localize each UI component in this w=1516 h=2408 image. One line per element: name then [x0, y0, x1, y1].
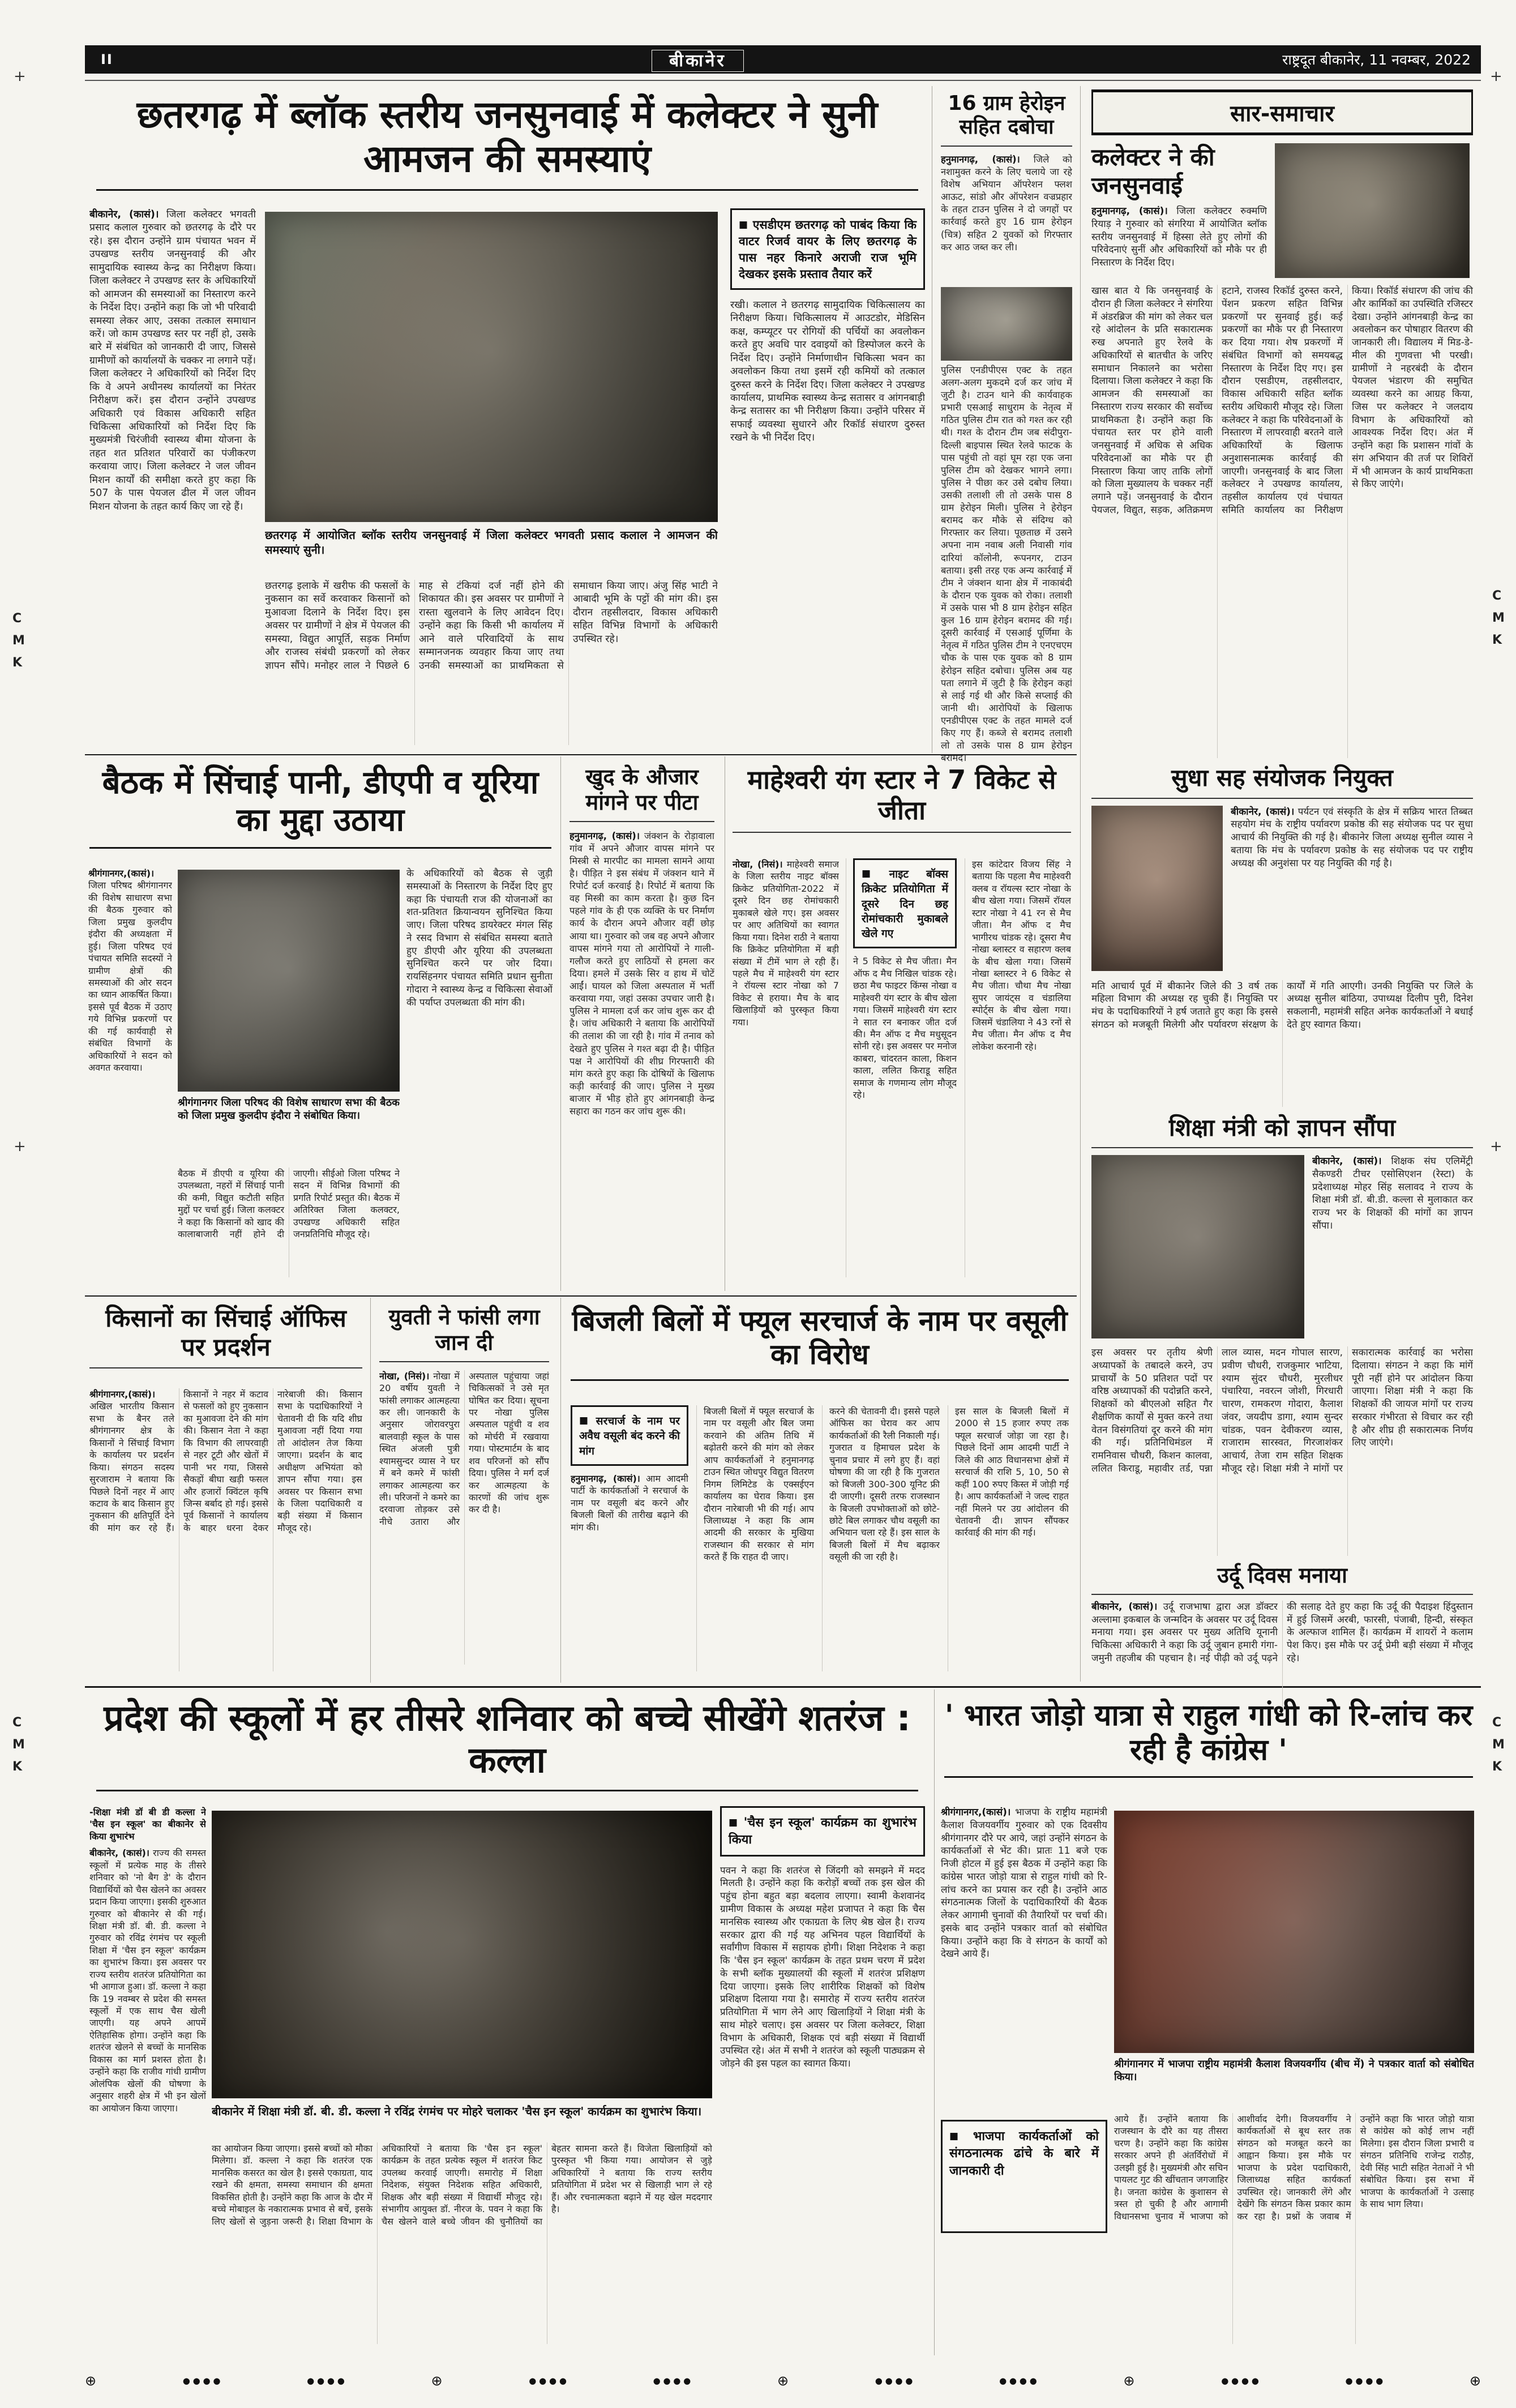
- sidebar-sudha-photo: [1091, 806, 1223, 971]
- body-text: अखिल भारतीय किसान सभा के बैनर तले श्रीगंगानगर क्षेत्र के किसानों ने सिंचाई विभाग के कार्यालय पर प्रदर्शन किया। संगठन सदस्य सुरजाराम ने बताया कि पिछले दिनों नहर में आए कटाव के बाद किसान हुए नुकसान की क्षतिपूर्ति देने की मांग कर रहे हैं। किसानों ने नहर में कटाव से फसलों को हुए नुकसान का मुआवजा देने की मांग की। किसान नेता ने कहा कि विभाग की लापरवाही से नहर टूटी और खेतों में पानी भर गया, जिससे सैकड़ों बीघा खड़ी फसल और हजारों क्विंटल कृषि जिन्स बर्बाद हो गई। इससे पूर्व किसानों ने कार्यालय के बाहर धरना देकर नारेबाजी की। किसान सभा के पदाधिकारियों ने चेतावनी दी कि यदि शीघ्र मुआवजा नहीं दिया गया तो आंदोलन तेज किया जाएगा। प्रदर्शन के बाद अधीक्षण अभियंता को ज्ञापन सौंपा गया। इस अवसर पर किसान सभा के जिला पदाधिकारी व बड़ी संख्या में किसान मौजूद रहे।: [89, 1389, 362, 1533]
- kisan-headline: किसानों का सिंचाई ऑफिस पर प्रदर्शन: [89, 1304, 362, 1368]
- chess-body-bottom: का आयोजन किया जाएगा। इससे बच्चों को मौका मिलेगा। डॉ. कल्ला ने कहा कि शतरंज एक मानसिक कसरत का खेल है। इससे एकाग्रता, याद रखने की क्षमता, समस्या समाधान की क्षमता विकसित होती है। उन्होंने कहा कि आज के दौर में बच्चे मोबाइल के नकारात्मक प्रभाव से बचें, इसके लिए खेलों से जुड़ना जरूरी है। शिक्षा विभाग के अधिकारियों ने बताया कि 'चैस इन स्कूल' कार्यक्रम के तहत प्रत्येक स्कूल में शतरंज किट उपलब्ध करवाई जाएगी। समारोह में शिक्षा निदेशक, संयुक्त निदेशक सहित अधिकारी, शिक्षक और बड़ी संख्या में विद्यार्थी मौजूद रहे। संभागीय आयुक्त डॉ. नीरज के. पवन ने कहा कि चैस खेलने वाले बच्चे जीवन की चुनौतियों का बेहतर सामना करते हैं। विजेता खिलाड़ियों को पुरस्कृत भी किया गया। आयोजन से जुड़े अधिकारियों ने बताया कि राज्य स्तरीय प्रतियोगिता में प्रदेश भर से खिलाड़ी भाग ले रहे हैं। और रचनात्मकता बढ़ाने में यह खेल मददगार है।: [212, 2143, 712, 2227]
- heroin-photo: [941, 287, 1072, 361]
- dateline: श्रीगंगानगर,(कासं)।: [941, 1807, 1011, 1818]
- cmk-c: C: [1492, 1716, 1502, 1730]
- maheshwari-col2: [846, 858, 957, 1277]
- baithak-body-mid: बैठक में डीएपी व यूरिया की उपलब्धता, नहरों में सिंचाई पानी की कमी, विद्युत कटौती सहित मुद्दों पर चर्चा हुई। जिला कलक्टर ने कहा कि किसानों को खाद की कालाबाजारी नहीं होने दी जाएगी। सीईओ जिला परिषद ने सदन में विभिन्न विभागों की प्रगति रिपोर्ट प्रस्तुत की। बैठक में अतिरिक्त जिला कलक्टर, उपखण्ड अधिकारी सहित जनप्रतिनिधि मौजूद रहे।: [178, 1168, 400, 1240]
- cmk-m: M: [12, 1738, 25, 1752]
- sidebar-section-title: सार-समाचार: [1091, 89, 1473, 135]
- registration-cmk-left-2: [12, 1716, 25, 1774]
- body-text: जिले को नशामुक्त करने के लिए चलाये जा रहे विशेष अभियान ऑपरेशन फ्लश आऊट, सांडो और ऑपरेशन वज्रप्रहार के तहत टाउन पुलिस ने दो जगहों पर कार्रवाई करते हुए 16 ग्राम हेरोइन (चित्र) सहित 2 युवकों को गिरफ्तार कर आठ जब्त कर ली।: [941, 153, 1072, 253]
- bullet-square-icon: ■: [579, 1415, 592, 1426]
- article-aujar: [563, 756, 721, 1291]
- article-maheshwari: [727, 756, 1077, 1291]
- main-body-bottom: छतरगढ़ इलाके में खरीफ की फसलों के नुकसान का सर्वे करवाकर किसानों को मुआवजा दिलाने के निर्देश दिए। इस अवसर पर ग्रामीणों ने क्षेत्र में पेयजल की समस्या, विद्युत आपूर्ति, सड़क निर्माण और राजस्व संबंधी प्रकरणों को लेकर ज्ञापन सौंपे। मनोहर लाल ने पिछले 6 माह से टंकियां दर्ज नहीं होने की शिकायत की। इस अवसर पर ग्रामीणों ने रास्ता खुलवाने के लिए आवेदन दिए। उन्होंने कहा कि किसी भी कार्यालय में आने वाले परिवादियों के साथ सम्मानजनक व्यवहार किया जाए तथा उनकी समस्याओं का प्राथमिकता से समाधान किया जाए। अंजु सिंह भाटी ने आबादी भूमि के पट्टों की मांग की। इस दौरान तहसीलदार, विकास अधिकारी सहित विभिन्न विभागों के अधिकारी उपस्थित रहे।: [265, 580, 718, 671]
- body-text: जिला परिषद श्रीगंगानगर की विशेष साधारण सभा की बैठक गुरुवार को जिला प्रमुख कुलदीप इंदौरा की अध्यक्षता में हुई। जिला परिषद एवं पंचायत समिति सदस्यों ने ग्रामीण क्षेत्रों की समस्याओं की ओर सदन का ध्यान आकर्षित किया। इससे पूर्व बैठक में उठाए गये विभिन्न प्रकरणों पर की गई कार्यवाही से संबंधित विभागों के अधिकारियों ने सदन को अवगत करवाया।: [88, 880, 172, 1073]
- dateline: बीकानेर, (कासं)।: [89, 1847, 149, 1859]
- chess-headline: प्रदेश की स्कूलों में हर तीसरे शनिवार को बच्चे सीखेंगे शतरंज : कल्ला: [96, 1697, 918, 1791]
- yuvati-body: [379, 1370, 549, 1665]
- footer-print-marks: [85, 2371, 1481, 2390]
- masthead-left-mark: II: [101, 52, 113, 67]
- crop-mark: +: [14, 68, 26, 85]
- body-text: शिक्षक संघ एलिमेंट्री सैकण्डरी टीचर एसोसिएशन (रेस्टा) के प्रदेशाध्यक्ष मोहर सिंह सलावद ने राज्य के शिक्षा मंत्री डॉ. बी.डी. कल्ला से मुलाकात कर राज्य भर के शिक्षकों की मांगों का ज्ञापन सौंपा।: [1312, 1156, 1473, 1231]
- dateline: हनुमानगढ़, (कासं)।: [571, 1473, 640, 1484]
- body-text: जिला कलेक्टर रुक्मणि रियाड़ ने गुरुवार को संगरिया में आयोजित ब्लॉक स्तरीय जनसुनवाई में हिस्सा लेते हुए लोगों की परिवेदनाएं सुनीं और अधिकारियों को मौके पर ही निस्तारण के निर्देश दिए।: [1091, 206, 1267, 269]
- heroin-body-top: [941, 153, 1072, 284]
- sidebar-jansunwai-headline: कलेक्टर ने की जनसुनवाई: [1091, 143, 1215, 199]
- main-highlight-box: [730, 208, 925, 290]
- masthead-city: [113, 48, 1282, 71]
- cmk-c: C: [1492, 589, 1502, 603]
- body-text: जिला कलेक्टर भगवती प्रसाद कलाल गुरुवार को छतरगढ़ के दौरे पर रहे। इस दौरान उन्होंने ग्राम पंचायत भवन में उपखण्ड स्तरीय जनसुनवाई की और सामुदायिक स्वास्थ्य केन्द्र का निरीक्षण किया। जिला कलेक्टर ने उपखण्ड स्तर के अधिकारियों को आमजन की समस्याओं का निस्तारण करने के निर्देश दिए। उन्होंने कहा कि जो भी परिवादी समस्या लेकर आए, उसका तत्काल समाधान करें। जो काम उपखण्ड स्तर पर नहीं हो, उसके बारे में संबंधित को जानकारी दी जाए, जिससे ग्रामीणों को कार्यालयों के चक्कर ना लगाने पड़ें। जिला कलेक्टर ने अधिकारियों को निर्देश दिए कि वे अपने अधीनस्थ कार्यालयों का निरंतर निरीक्षण करें। इस दौरान उन्होंने उपखण्ड अधिकारी एवं विकास अधिकारी सहित चिकित्सा अधिकारियों को निर्देश दिए कि मुख्यमंत्री चिरंजीवी स्वास्थ्य बीमा योजना के तहत शत प्रतिशत परिवारों का पंजीकरण करवाया जाए। जिला कलेक्टर ने जल जीवन मिशन कार्यों की समीक्षा करते हुए कहा कि 507 के पास पेयजल ढील में जल जीवन मिशन योजना के तहत कार्य किए जा रहे हैं।: [89, 209, 256, 512]
- cmk-c: C: [12, 1716, 22, 1730]
- highlight-text: नाइट बॉक्स क्रिकेट प्रतियोगिता में दूसरे दिन छह रोमांचकारी मुकाबले खेले गए: [862, 868, 948, 940]
- chess-body-left: [89, 1806, 206, 2344]
- body-text: राज्य की समस्त स्कूलों में प्रत्येक माह के तीसरे शनिवार को 'नो बैग डे' के दौरान विद्यार्थियों को चैस खेलने का अवसर प्रदान किया जाएगा। इसकी शुरुआत गुरुवार को बीकानेर से की गई। शिक्षा मंत्री डॉ. बी. डी. कल्ला ने गुरुवार को रविंद्र रंगमंच पर स्कूली शिक्षा में 'चैस इन स्कूल' कार्यक्रम का शुभारंभ किया। इस अवसर पर राज्य स्तरीय शतरंज प्रतियोगिता का भी आगाज हुआ। डॉ. कल्ला ने कहा कि 19 नवम्बर से प्रदेश की समस्त स्कूलों में एक साथ चैस खेली जाएगी। यह अपने आपमें ऐतिहासिक होगा। उन्होंने कहा कि शतरंज खेलने से बच्चों के मानसिक विकास का मार्ग प्रशस्त होता है। उन्होंने कहा कि राजीव गांधी ग्रामीण ओलंपिक खेलों की घोषणा के अनुसार शहरी क्षेत्र में भी इन खेलों का आयोजन किया जाएगा।: [89, 1847, 206, 2114]
- article-heroin: [935, 86, 1078, 764]
- baithak-photo-caption: श्रीगंगानगर जिला परिषद की विशेष साधारण सभा की बैठक को जिला प्रमुख कुलदीप इंदौरा ने संबोधित किया।: [178, 1097, 400, 1122]
- color-bar-dots: ● ● ● ●: [653, 2376, 691, 2386]
- maheshwari-col1: [733, 858, 839, 1277]
- article-yuvati: [372, 1298, 556, 1683]
- chess-right-column: [720, 1806, 925, 2344]
- sidebar-gyapan-headline: शिक्षा मंत्री को ज्ञापन सौंपा: [1091, 1114, 1473, 1149]
- aujar-headline: खुद के औजार मांगने पर पीटा: [569, 764, 714, 822]
- sidebar-sudha-lead: [1231, 806, 1473, 971]
- heroin-body-rest: पुलिस एनडीपीएस एक्ट के तहत अलग-अलग मुकदमे दर्ज कर जांच में जुटी है। टाउन थाने की कार्यवाहक प्रभारी एसआई साधुराम के नेतृत्व में गठित पुलिस टीम रात को गश्त कर रही थी। गश्त के दौरान टीम जब संदीपुरा-दिल्ली बाइपास स्थित रेलवे फाटक के पास पहुंची तो वहां घूम रहा एक जना पुलिस टीम को देखकर भागने लगा। पुलिस ने पीछा कर उसे दबोच लिया। उसकी तलाशी ली तो उसके पास 8 ग्राम हेरोइन मिली। पुलिस ने हेरोइन बरामद कर मौके से संदिग्ध को गिरफ्तार कर लिया। पूछताछ में उसने अपना नाम नवाब अली निवासी गांव दारियां कॉलोनी, रूपनगर, टाउन बताया। इसी तरह एक अन्य कार्रवाई में टीम ने जंक्शन थाना क्षेत्र में नाकाबंदी के दौरान एक युवक को रोका। तलाशी में उसके पास भी 8 ग्राम हेरोइन सहित कुल 16 ग्राम हेरोइन बरामद की गई। दूसरी कार्रवाई में एसआई पूर्णिमा के नेतृत्व में गठित पुलिस टीम ने एनएचएम चौक के पास एक युवक को 8 ग्राम हेरोइन सहित दबोचा। पुलिस अब यह पता लगाने में जुटी है कि हेरोइन कहां से लाई गई थी और किसे सप्लाई की जानी थी। आरोपियों के खिलाफ एनडीपीएस एक्ट के तहत मामले दर्ज किए गए हैं। कब्जे से बरामद तलाशी लो तो उसके पास 8 ग्राम हेरोइन बरामद।: [941, 364, 1072, 764]
- section-rule: [85, 754, 1077, 755]
- sidebar-sudha-headline: सुधा सह संयोजक नियुक्त: [1091, 764, 1473, 799]
- sidebar-jansunwai-lead: [1091, 205, 1267, 290]
- body-text: माहेश्वरी समाज के जिला स्तरीय नाइट बॉक्स क्रिकेट प्रतियोगिता-2022 में दूसरे दिन छह रोमांचकारी मुकाबले खेले गए। इस अवसर पर आए अतिथियों का स्वागत किया गया। दिनेश राठी ने बताया कि क्रिकेट प्रतियोगिता में बड़ी संख्या में टीमें भाग ले रही हैं। पहले मैच में माहेश्वरी यंग स्टार ने रॉयल्स स्टार नोखा को 7 विकेट से हराया। मैच के बाद खिलाड़ियों को पुरस्कृत किया गया।: [733, 859, 839, 1028]
- register-target-icon: ⊕: [431, 2373, 443, 2389]
- maheshwari-col3: इस कांटेदार विजय सिंह ने बताया कि पहला मैच माहेश्वरी क्लब व रॉयल्स स्टार नोखा के बीच खेला गया। जिसमें रॉयल स्टार नोखा ने 41 रन से मैच जीता। मैन ऑफ द मैच भागीरथ चांडक रहे। दूसरा मैच नोखा ब्लास्टर व सहारण क्लब के बीच खेला गया। जिसमें नोखा ब्लास्टर ने 6 विकेट से मैच जीता। चौथा मैच नोखा सुपर जायंट्स व चंडालिया स्पोर्ट्स के बीच खेला गया। जिसमें चंडालिया ने 43 रनों से मैच जीता। मैन ऑफ द मैच लोकेश करनानी रहे।: [965, 858, 1071, 1277]
- main-photo-caption: छतरगढ़ में आयोजित ब्लॉक स्तरीय जनसुनवाई में जिला कलेक्टर भगवती प्रसाद कलाल ने आमजन की समस्याएं सुनी।: [265, 528, 718, 557]
- chess-standfirst: -शिक्षा मंत्री डॉ बी डी कल्ला ने 'चैस इन स्कूल' का बीकानेर से किया शुभारंभ: [89, 1807, 206, 1842]
- cmk-m: M: [12, 634, 25, 648]
- sidebar-jansunwai-body: खास बात ये कि जनसुनवाई के दौरान ही जिला कलेक्टर ने संगरिया में अंडरब्रिज की मांग को लेकर चल रहे आंदोलन के प्रति सकारात्मक रुख अपनाते हुए रेलवे के अधिकारियों से बातचीत के जरिए समाधान निकालने का भरोसा दिलाया। जिला कलेक्टर ने कहा कि आमजन की समस्याओं का निस्तारण राज्य सरकार की सर्वोच्च प्राथमिकता है। उन्होंने कहा कि पंचायत स्तर पर होने वाली जनसुनवाई में अधिक से अधिक परिवेदनाओं का मौके पर ही निस्तारण किया जाए ताकि लोगों को जिला मुख्यालय के चक्कर नहीं लगाने पड़ें। जनसुनवाई के दौरान पेयजल, विद्युत, सड़क, अतिक्रमण हटाने, राजस्व रिकॉर्ड दुरुस्त करने, पेंशन प्रकरण सहित विभिन्न प्रकरणों पर सुनवाई हुई। कई प्रकरणों का मौके पर ही निस्तारण कर दिया गया। शेष प्रकरणों में संबंधित विभागों को समयबद्ध निस्तारण के निर्देश दिए गए। इस दौरान एसडीएम, तहसीलदार, विकास अधिकारी सहित ब्लॉक स्तरीय अधिकारी मौजूद रहे। जिला कलेक्टर ने कहा कि परिवेदनाओं के निस्तारण में लापरवाही बरतने वाले अधिकारियों के खिलाफ अनुशासनात्मक कार्रवाई की जाएगी। जनसुनवाई के बाद जिला कलेक्टर ने उपखण्ड कार्यालय, तहसील कार्यालय एवं पंचायत समिति कार्यालय का निरीक्षण किया। रिकॉर्ड संधारण की जांच की और कार्मिकों का उपस्थिति रजिस्टर देखा। उन्होंने आंगनबाड़ी केन्द्र का अवलोकन कर पोषाहार वितरण की जानकारी ली। विद्यालय में मिड-डे-मील की गुणवत्ता भी परखी। ग्रामीणों ने नहरबंदी के दौरान पेयजल भंडारण की समुचित व्यवस्था करने का आग्रह किया, जिस पर कलेक्टर ने जलदाय विभाग के अधिकारियों को आवश्यक निर्देश दिए। अंत में उन्होंने कहा कि प्रशासन गांवों के संग अभियान की तर्ज पर शिविरों में भी आमजन के कार्य प्राथमिकता से किए जाएंगे।: [1091, 285, 1473, 516]
- heroin-headline: 16 ग्राम हेरोइन सहित दबोचा: [941, 92, 1072, 147]
- baithak-body-left: [88, 867, 172, 1275]
- sidebar-jansunwai-left: [1091, 143, 1267, 285]
- body-text: ने 5 विकेट से मैच जीता। मैन ऑफ द मैच निखिल चांडक रहे। छठा मैच फाइटर किंग्स नोखा व माहेश्वरी यंग स्टार के बीच खेला गया। जिसमें माहेश्वरी यंग स्टार ने सात रन बनाकर जीत दर्ज की। मैन ऑफ द मैच मधुसूदन सोनी रहे। इस अवसर पर मनोज काबरा, चांदरतन काला, किशन काला, ललित किराडू सहित समाज के गणमान्य लोग मौजूद रहे।: [853, 956, 957, 1101]
- column-rule: [370, 1298, 371, 1683]
- article-bijli: [563, 1298, 1077, 1683]
- chess-photo: [212, 1811, 712, 2098]
- masthead-bar: [85, 45, 1481, 74]
- jodo-body-bottom: आये हैं। उन्होंने बताया कि राजस्थान के दौरे का यह तीसरा चरण है। उन्होंने कहा कि कांग्रेस सरकार अपने ही अंतर्विरोधों में उलझी हुई है। मुख्यमंत्री और सचिन पायलट गुट की खींचतान जगजाहिर है। जनता कांग्रेस के कुशासन से त्रस्त हो चुकी है और आगामी विधानसभा चुनाव में भाजपा को आशीर्वाद देगी। विजयवर्गीय ने कार्यकर्ताओं से बूथ स्तर तक संगठन को मजबूत करने का आह्वान किया। इस मौके पर भाजपा के प्रदेश पदाधिकारी, जिलाध्यक्ष सहित कार्यकर्ता उपस्थित रहे। जानकारी लेंगे और देखेंगे कि संगठन किस प्रकार काम कर रहा है। प्रश्नों के जवाब में उन्होंने कहा कि भारत जोड़ो यात्रा से कांग्रेस को कोई लाभ नहीं मिलेगा। इस दौरान जिला प्रभारी व संगठन प्रतिनिधि राजेन्द्र राठौड़, देवी सिंह भाटी सहित नेताओं ने भी संबोधित किया। इस सभा में भाजपा के कार्यकर्ताओं ने उत्साह के साथ भाग लिया।: [1114, 2114, 1474, 2222]
- article-main-jansunwai: [85, 86, 930, 752]
- masthead-rule: [85, 80, 1481, 81]
- bullet-square-icon: ■: [949, 2131, 969, 2142]
- masthead-edition-date: राष्ट्रदूत बीकानेर, 11 नवम्बर, 2022: [1282, 52, 1471, 68]
- cmk-k: K: [1492, 633, 1502, 647]
- sidebar-gyapan-photo: [1091, 1155, 1304, 1338]
- article-bharat-jodo: [936, 1690, 1481, 2355]
- main-photo: [265, 212, 718, 522]
- sidebar-gyapan-lead: [1312, 1155, 1473, 1338]
- register-target-icon: ⊕: [1123, 2373, 1135, 2389]
- body-text: उर्दू राजभाषा द्वारा अज्ञ डॉक्टर अल्लामा इकबाल के जन्मदिन के अवसर पर उर्दू दिवस मनाया गया। इस अवसर पर मुख्य अतिथि यूनानी चिकित्सा अधिकारी ने कहा कि उर्दू जुबान हमारी गंगा-जमुनी तहजीब की पहचान है। नई पीढ़ी को उर्दू पढ़ने की सलाह देते हुए कहा कि उर्दू की पैदाइश हिंदुस्तान में हुई जिसमें अरबी, फारसी, पंजाबी, हिन्दी, संस्कृत के अल्फाज शामिल हैं। कार्यक्रम में शायरों ने कलाम पेश किए। इस मौके पर उर्दू प्रेमी बड़ी संख्या में मौजूद रहे।: [1091, 1601, 1473, 1664]
- body-text: जंक्शन के रोड़ावाला गांव में अपने औजार वापस मांगने पर मिस्त्री से मारपीट का मामला सामने आया है। पीड़ित ने इस संबंध में जंक्शन थाने में रिपोर्ट दर्ज करवाई है। रिपोर्ट में बताया कि वह मिस्त्री का काम करता है। कुछ दिन पहले गांव के ही एक व्यक्ति के घर निर्माण कार्य के दौरान अपने औजार वहीं छोड़ आया था। गुरुवार को जब वह अपने औजार वापस मांगने गया तो आरोपियों ने गाली-गलौज करते हुए लाठियों से हमला कर दिया। हमले में उसके सिर व हाथ में चोटें आईं। घायल को जिला अस्पताल में भर्ती करवाया गया, जहां उसका उपचार जारी है। पुलिस ने मामला दर्ज कर जांच शुरू कर दी है। जांच अधिकारी ने बताया कि आरोपियों की तलाश की जा रही है। गांव में तनाव को देखते हुए पुलिस ने गश्त बढ़ा दी है। पीड़ित पक्ष ने आरोपियों की शीघ्र गिरफ्तारी की मांग करते हुए कहा कि दोषियों के खिलाफ कड़ी कार्रवाई की जाए। पुलिस ने मुख्य बाजार में भीड़ होते हुए आंगनबाड़ी केन्द्र सहारा का गठन कर जांच शुरू की।: [569, 830, 714, 1117]
- jodo-photo-caption: श्रीगंगानगर में भाजपा राष्ट्रीय महामंत्री कैलाश विजयवर्गीय (बीच में) ने पत्रकार वार्ता को संबोधित किया।: [1114, 2058, 1474, 2084]
- sidebar-urdu-headline: उर्दू दिवस मनाया: [1091, 1563, 1473, 1595]
- article-baithak: [85, 756, 556, 1291]
- sidebar-sudha-row: [1091, 806, 1473, 976]
- baithak-photo: [178, 870, 400, 1092]
- color-bar-dots: ● ● ● ●: [875, 2376, 913, 2386]
- masthead-city-label: बीकानेर: [652, 50, 744, 72]
- maheshwari-highlight-box: [853, 858, 957, 948]
- body-text: भाजपा के राष्ट्रीय महामंत्री कैलाश विजयवर्गीय गुरुवार को एक दिवसीय श्रीगंगानगर दौरे पर आये, जहां उन्होंने संगठन के कार्यकर्ताओं से भेंट की। प्रातः 11 बजे एक निजी होटल में हुई इस बैठक में उन्होंने कहा कि कांग्रेस भारत जोड़ो यात्रा से राहुल गांधी को रि-लांच करने का प्रयास कर रही है। उन्होंने आठ संगठनात्मक जिलों के पदाधिकारियों की बैठक लेकर आगामी चुनावों की तैयारियों पर चर्चा की। इसके बाद उन्होंने पत्रकार वार्ता को संबोधित किया। उन्होंने कहा कि वे संगठन के कार्यों को देखने आये हैं।: [941, 1807, 1107, 1960]
- article-chess: [85, 1690, 930, 2355]
- main-body-left: [89, 208, 256, 745]
- dateline: बीकानेर, (कासं)।: [1312, 1156, 1382, 1167]
- color-bar-dots: ● ● ● ●: [999, 2376, 1037, 2386]
- dateline: हनुमानगढ़, (कासं)।: [1091, 206, 1168, 217]
- bijli-col1: [571, 1405, 688, 1671]
- bullet-square-icon: ■: [862, 868, 885, 879]
- chess-photo-caption: बीकानेर में शिक्षा मंत्री डॉ. बी. डी. कल्ला ने रविंद्र रंगमंच पर मोहरे चलाकर 'चैस इन स्कूल' कार्यक्रम का शुभारंभ किया।: [212, 2105, 702, 2118]
- crop-mark: +: [14, 1138, 26, 1155]
- chess-box-body: पवन ने कहा कि शतरंज से जिंदगी को समझने में मदद मिलती है। उन्होंने कहा कि करोड़ों बच्चों तक इस खेल की पहुंच होना बहुत बड़ा बदलाव लाएगा। स्वामी केशवानंद ग्रामीण विकास के अध्यक्ष महेश प्रजापत ने कहा कि चैस मानसिक स्वास्थ्य और एकाग्रता के लिए श्रेष्ठ खेल है। राज्य सरकार द्वारा की गई यह अभिनव पहल विद्यार्थियों के सर्वांगीण विकास में सहायक होगी। शिक्षा निदेशक ने कहा कि 'चैस इन स्कूल' कार्यक्रम के तहत प्रथम चरण में प्रदेश के सभी ब्लॉक मुख्यालयों की स्कूलों में शतरंज प्रशिक्षण दिया जाएगा। इसके लिए शारीरिक शिक्षकों को विशेष प्रशिक्षण दिलाया गया है। समारोह में राज्य स्तरीय शतरंज प्रतियोगिता में भाग लेने आए खिलाड़ियों ने शिक्षा मंत्री के साथ मोहरे चलाए। इस अवसर पर जिला कलेक्टर, शिक्षा विभाग के अधिकारी, शिक्षक एवं बड़ी संख्या में विद्यार्थी उपस्थित रहे। अंत में सभी ने शतरंज को स्कूली पाठ्यक्रम से जोड़ने की इस पहल का स्वागत किया।: [720, 1864, 925, 2070]
- main-right-column: [730, 208, 925, 745]
- dateline: बीकानेर, (कासं)।: [1091, 1601, 1158, 1613]
- body-text: नोखा में 20 वर्षीय युवती ने फांसी लगाकर आत्महत्या कर ली। जानकारी के अनुसार जोरावरपुरा बालवाड़ी स्कूल के पास स्थित अंजली पुत्री श्यामसुन्दर व्यास ने घर में बने कमरे में फांसी लगाकर आत्महत्या कर ली। परिजनों ने कमरे का दरवाजा तोड़कर उसे नीचे उतारा और अस्पताल पहुंचाया जहां चिकित्सकों ने उसे मृत घोषित कर दिया। सूचना पर नोखा पुलिस अस्पताल पहुंची व शव को मोर्चरी में रखवाया गया। पोस्टमार्टम के बाद शव परिजनों को सौंप दिया। पुलिस ने मर्ग दर्ज कर आत्महत्या के कारणों की जांच शुरू कर दी है।: [379, 1370, 549, 1527]
- highlight-text: सरचार्ज के नाम पर अवैध वसूली बंद करने की मांग: [579, 1415, 680, 1457]
- cmk-k: K: [12, 656, 23, 670]
- cmk-k: K: [12, 1760, 23, 1774]
- yuvati-headline: युवती ने फांसी लगा जान दी: [379, 1304, 549, 1362]
- bijli-headline: बिजली बिलों में फ्यूल सरचार्ज के नाम पर वसूली का विरोध: [571, 1304, 1069, 1381]
- registration-cmk-right: [1492, 589, 1505, 647]
- bijli-col3: करने की चेतावनी दी। इससे पहले ऑफिस का घेराव कर आप कार्यकर्ताओं की रैली निकाली गई। गुजरात व हिमाचल प्रदेश के चुनाव प्रचार में लगे हुए हैं। वहां घोषणा की जा रही है कि गुजरात को बिजली 300-300 यूनिट फ्री दी जाएगी। दूसरी तरफ राजस्थान के बिजली उपभोक्ताओं को छोटे-छोटे बिल लगाकर चौथ वसूली का अभियान चला रहे हैं। इस साल के बिजली बिलों में मैच बढ़ाकर वसूली की जा रही है।: [822, 1405, 940, 1671]
- section-rule: [85, 1295, 1077, 1297]
- registration-cmk-right-2: [1492, 1716, 1505, 1774]
- bullet-square-icon: ■: [729, 1817, 739, 1828]
- main-body-right: रखी। कलाल ने छतरगढ़ सामुदायिक चिकित्सालय का निरीक्षण किया। चिकित्सालय में आउटडोर, मेडिसिन कक्ष, कम्प्यूटर पर रोगियों की पर्चियों का अवलोकन करते हुए अवधि पार दवाइयों को डिस्पोजल करने के निर्देश दिए। उन्होंने निर्माणाधीन चिकित्सा भवन का अवलोकन किया तथा इसमें रही कमियों को तत्काल दुरुस्त करने के निर्देश दिए। जिला कलेक्टर ने उपखण्ड कार्यालय, प्राथमिक स्वास्थ्य केन्द्र सतासर व आंगनबाड़ी केन्द्र सतासर का भी निरीक्षण किया। उन्होंने परिसर में सफाई व्यवस्था सुधारने और रिकॉर्ड संधारण दुरुस्त रखने के भी निर्देश दिए।: [730, 299, 925, 444]
- dateline: श्रीगंगानगर,(कासं)।: [88, 868, 155, 879]
- sidebar-jansunwai-lead-row: [1091, 143, 1473, 285]
- column-rule: [1080, 86, 1081, 1682]
- jodo-headline: ' भारत जोड़ो यात्रा से राहुल गांधी को रि-लांच कर रही है कांग्रेस ': [944, 1699, 1473, 1778]
- bijli-col1-text: [571, 1473, 688, 1609]
- aujar-body: [569, 830, 714, 1283]
- cmk-m: M: [1492, 1738, 1505, 1752]
- color-bar-dots: ● ● ● ●: [1345, 2376, 1384, 2386]
- registration-cmk-left: [12, 611, 25, 670]
- column-rule: [560, 756, 561, 1291]
- body-text: आम आदमी पार्टी के कार्यकर्ताओं ने सरचार्ज के नाम पर वसूली बंद करने और बिजली बिलों की तारीख बढ़ाने की मांग की।: [571, 1473, 688, 1533]
- dateline: नोखा, (निसं)।: [733, 859, 783, 870]
- column-rule: [934, 1690, 935, 2355]
- column-rule: [560, 1298, 561, 1683]
- baithak-body-right: के अधिकारियों को बैठक से जुड़ी समस्याओं के निस्तारण के निर्देश दिए हुए कहा कि पंचायती राज की योजनाओं का शत-प्रतिशत क्रियान्वयन सुनिश्चित किया जाए। जिला परिषद डायरेक्टर मंगल सिंह ने रसद विभाग से संबंधित समस्या बताते हुए डीएपी और यूरिया की उपलब्धता सुनिश्चित करने पर जोर दिया। रायसिंहनगर पंचायत समिति प्रधान सुनीता गोदारा ने स्वास्थ्य केन्द्र व चिकित्सा सेवाओं की पर्याप्त उपलब्धता की मांग की।: [406, 868, 553, 1008]
- dateline: हनुमानगढ़, (कासं)।: [941, 153, 1020, 165]
- highlight-text: 'चैस इन स्कूल' कार्यक्रम का शुभारंभ किया: [729, 1816, 917, 1847]
- sidebar-sar-samachar: [1082, 86, 1481, 1682]
- color-bar-dots: ● ● ● ●: [1221, 2376, 1259, 2386]
- body-text: पर्यटन एवं संस्कृति के क्षेत्र में सक्रिय भारत तिब्बत सहयोग मंच के राष्ट्रीय पर्यावरण प्रकोष्ठ की सह संयोजक पद पर सुधा आचार्य की नियुक्ति की गई है। बीकानेर जिला अध्यक्ष सुनील व्यास ने बताया कि मंच के पर्यावरण प्रकोष्ठ के सह संयोजक पद पर राष्ट्रीय अध्यक्ष की अनुशंसा पर यह नियुक्ति की गई है।: [1231, 806, 1473, 869]
- dateline: बीकानेर, (कासं)।: [89, 209, 159, 220]
- sidebar-gyapan-row: [1091, 1155, 1473, 1342]
- sidebar-gyapan-body: इस अवसर पर तृतीय श्रेणी अध्यापकों के तबादले करने, उप प्राचार्यों के 50 प्रतिशत पदों पर वरिष्ठ अध्यापकों की पदोन्नति करने, शिक्षकों को बीएलओ सहित गैर शैक्षणिक कार्यों से मुक्त करने तथा वेतन विसंगतियां दूर करने की मांग की गई। प्रतिनिधिमंडल में रामनिवास चौधरी, किशन कालवा, ललित किराडू, महावीर तर्ड, पन्ना लाल व्यास, मदन गोपाल सारण, प्रवीण चौधरी, राजकुमार भाटिया, श्याम सुंदर चौधरी, मुरलीधर पंचारिया, नवरत्न जोशी, गिरधारी चारण, रामकरण गोदारा, कैलाश जंवर, जयदीप डागा, श्याम सुन्दर चांडक, पवन देवीकरण व्यास, राजाराम सारस्वत, गिरजाशंकर आचार्य, तेजा राम सहित शिक्षक मौजूद रहे। शिक्षा मंत्री ने मांगों पर सकारात्मक कार्रवाई का भरोसा दिलाया। संगठन ने कहा कि मांगें पूरी नहीं होने पर आंदोलन किया जाएगा। शिक्षा मंत्री ने कहा कि शिक्षकों की जायज मांगों पर राज्य सरकार गंभीरता से विचार कर रही है और शीघ्र ही सकारात्मक निर्णय लिए जाएंगे।: [1091, 1347, 1473, 1474]
- bullet-square-icon: ■: [739, 219, 748, 230]
- sidebar-jansunwai-photo: [1275, 143, 1470, 278]
- bijli-highlight-box: [571, 1405, 688, 1466]
- kisan-body: [89, 1388, 362, 1671]
- dateline: नोखा, (निसं)।: [379, 1370, 430, 1382]
- cmk-c: C: [12, 611, 22, 626]
- bijli-col4: इस साल के बिजली बिलों में 2000 से 15 हजार रुपए तक फ्यूल सरचार्ज जोड़ा जा रहा है। पिछले दिनों आम आदमी पार्टी ने जिले की आठ विधानसभा क्षेत्रों में सरचार्ज की राशि 5, 10, 50 से कहीं 100 रुपए किस्त में जोड़ी गई है। आप कार्यकर्ताओं ने जल्द राहत नहीं मिलने पर उग्र आंदोलन की चेतावनी दी। ज्ञापन सौंपकर कार्रवाई की मांग की गई।: [948, 1405, 1069, 1671]
- cmk-m: M: [1492, 611, 1505, 625]
- sidebar-sudha-body: मति आचार्य पूर्व में बीकानेर जिले की 3 वर्ष तक महिला विभाग की अध्यक्ष रह चुकी हैं। नियुक्ति पर मंच के पदाधिकारियों ने हर्ष जताते हुए कहा कि इससे संगठन को मजबूती मिलेगी और पर्यावरण संरक्षण के कार्यों में गति आएगी। उनकी नियुक्ति पर जिले के अध्यक्ष सुनील बांठिया, उपाध्यक्ष दिलीप पुरी, दिनेश सकलानी, महामंत्री सहित अनेक कार्यकर्ताओं ने बधाई देते हुए स्वागत किया।: [1091, 980, 1473, 1030]
- crop-mark: +: [1490, 68, 1502, 85]
- register-target-icon: ⊕: [777, 2373, 789, 2389]
- cmk-k: K: [1492, 1760, 1502, 1774]
- dateline: बीकानेर, (कासं)।: [1231, 806, 1295, 818]
- color-bar-dots: ● ● ● ●: [307, 2376, 345, 2386]
- baithak-headline: बैठक में सिंचाई पानी, डीएपी व यूरिया का मुद्दा उठाया: [89, 764, 551, 849]
- jodo-highlight-box: [941, 2120, 1107, 2233]
- jodo-body-left: [941, 1806, 1107, 2112]
- jodo-photo: [1114, 1811, 1474, 2053]
- dateline: हनुमानगढ़, (कासं)।: [569, 830, 640, 841]
- color-bar-dots: ● ● ● ●: [529, 2376, 567, 2386]
- crop-mark: +: [1490, 1138, 1502, 1155]
- dateline: श्रीगंगानगर,(कासं)।: [89, 1389, 156, 1400]
- register-target-icon: ⊕: [85, 2373, 97, 2389]
- highlight-text: भाजपा कार्यकर्ताओं को संगठनात्मक ढांचे के बारे में जानकारी दी: [949, 2129, 1099, 2178]
- highlight-text: एसडीएम छतरगढ़ को पाबंद किया कि वाटर रिजर्व वायर के लिए छतरगढ़ के पास नहर किनारे अराजी राज भूमि देखकर इसके प्रस्ताव तैयार करें: [739, 218, 917, 281]
- color-bar-dots: ● ● ● ●: [182, 2376, 221, 2386]
- bijli-col2: बिजली बिलों में फ्यूल सरचार्ज के नाम पर वसूली और बिल जमा करवाने की अंतिम तिथि में बढ़ोतरी करने की मांग को लेकर आप कार्यकर्ताओं ने हनुमानगढ़ टाउन स्थित जोधपुर विद्युत वितरण निगम लिमिटेड के एक्सईएन कार्यालय का घेराव किया। इस दौरान नारेबाजी भी की गई। आप जिलाध्यक्ष ने कहा कि आम आदमी की सरकार के मुखिया राजस्थान की सरकार से मांग करते हैं कि राहत दी जाए।: [696, 1405, 814, 1671]
- register-target-icon: ⊕: [1469, 2373, 1481, 2389]
- article-kisan: [85, 1298, 367, 1683]
- chess-highlight-box: [720, 1806, 925, 1857]
- maheshwari-headline: माहेश्वरी यंग स्टार ने 7 विकेट से जीता: [733, 764, 1071, 833]
- main-headline: छतरगढ़ में ब्लॉक स्तरीय जनसुनवाई में कलेक्टर ने सुनी आमजन की समस्याएं: [96, 93, 918, 191]
